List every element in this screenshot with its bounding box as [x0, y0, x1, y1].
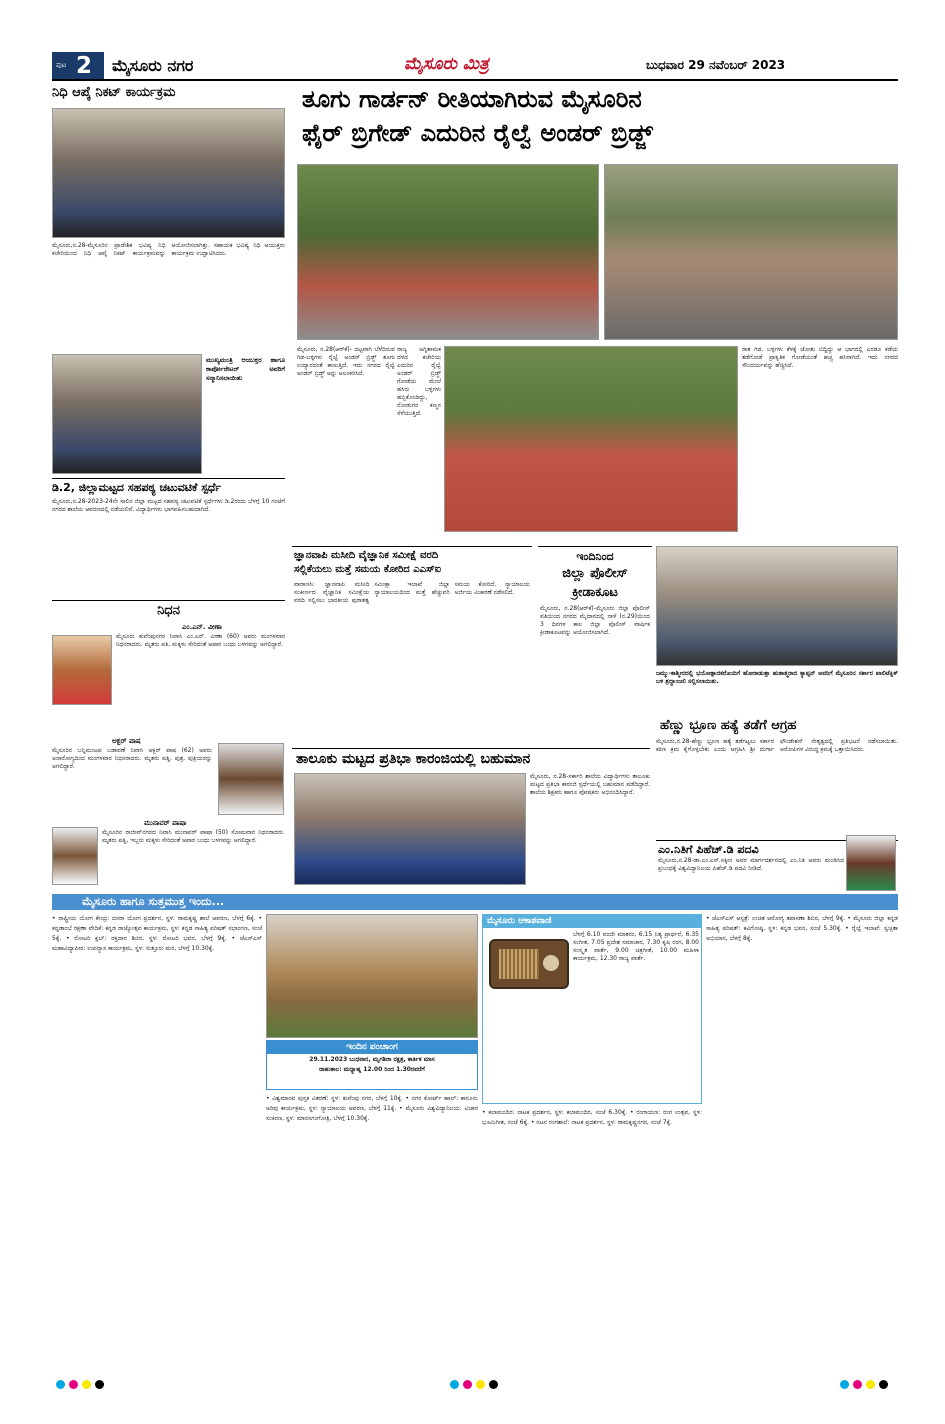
palace-image — [266, 914, 478, 1038]
gyanvapi-headline-2: ಸಲ್ಲಿಕೆಯಲು ಮತ್ತೆ ಸಮಯ ಕೋರಿದ ಎಎಸ್‌ಐ — [294, 564, 442, 575]
bridge-photo-left — [297, 164, 599, 340]
today-col2: • ವಿಶ್ವಮಾನವ ಪುಸ್ತಕ ವಿತರಣೆ: ಸ್ಥಳ: ಕುವೆಂಪು ನಗರ, ಬೆಳಗ್ಗೆ 10ಕ್ಕೆ. • ನಗರ ಕೋರ್ಟ್ ಹಾಲ್: ಕಾನೂನು ಅರಿವು ಕಾರ್ಯಕ್ರಮ, ಸ್ಥಳ: ನ್ಯಾಯಾಲಯ ಆವರಣ, ಬೆಳಗ್ಗೆ 11ಕ್ಕೆ. • ಮೈಸೂರು ವಿಶ್ವವಿದ್ಯಾನಿಲಯ: ವಿಚಾರ ಸಂಕಿರಣ, ಸ್ಥಳ: ಮಾನಸಗಂಗೋತ್ರಿ, ಬೆಳಗ್ಗೆ 10.30ಕ್ಕೆ. — [266, 1095, 478, 1122]
main-headline-line2: ಫೈರ್ ಬ್ರಿಗೇಡ್ ಎದುರಿನ ರೈಲ್ವೆ ಅಂಡರ್ ಬ್ರಿಡ್ಜ್ — [302, 119, 653, 147]
inauguration-photo — [656, 546, 898, 666]
police-headline-1: ಇಂದಿನಿಂದ — [576, 550, 614, 563]
felicitation-photo — [52, 354, 202, 474]
main-body-col1: ಮೈಸೂರು, ನ.28(ಆರ್‌ಕೆ)- ದಟ್ಟವಾಗಿ ಬೆಳೆದಿರುವ ಗಿಡ-ಬಳ್ಳಿಗಳು ರೈಲ್ವೆ ಅಂಡರ್ ಬ್ರಿಡ್ಜ್ ತೂಗು ಉದ್ಯಾನದಂತೆ ಕಾಣುತ್ತಿದೆ. ಇದು ನಗರದ ರೈಲ್ವೆ ಅಂಡರ್ ಬ್ರಿಡ್ಜ್ ಅನ್ನು ಅಲಂಕರಿಸಿದೆ. — [297, 346, 395, 377]
foeticide-headline: ಹೆಣ್ಣು ಭ್ರೂಣ ಹತ್ಯೆ ತಡೆಗೆ ಆಗ್ರಹ — [660, 718, 797, 733]
foeticide-story — [656, 718, 898, 836]
obituary-photo-1 — [52, 635, 112, 705]
gyanvapi-headline-1: ಜ್ಞಾನವಾಪಿ ಮಸೀದಿ ವೈಜ್ಞಾನಿಕ ಸಮೀಕ್ಷೆ ವರದಿ — [294, 550, 439, 561]
police-headline-2: ಜಿಲ್ಲಾ ಪೊಲೀಸ್ — [562, 566, 628, 581]
obituary-person-2 — [52, 737, 285, 817]
nidhi-body: ಮೈಸೂರು,ನ.28-ಮೈಸೂರಿನ ಪ್ರಾದೇಶಿಕ ಭವಿಷ್ಯ ನಿಧಿ ಕಚೇರಿಯಿಂದ ನಿಧಿ ಆಪ್ಕೆ ನಿಕಟ್ ಕಾರ್ಯಕ್ರಮವನ್ನು ಆಯೋಜಿಸಲಾಗಿತ್ತು. ಸಹಾಯಕ ಭವಿಷ್ಯ ನಿಧಿ ಆಯುಕ್ತರು ಕಾರ್ಯಕ್ರಮ ಉದ್ಘಾಟಿಸಿದರು. — [52, 242, 285, 257]
obituary-name-3: ಮುನಾವರ್ ಪಾಷಾ — [144, 819, 187, 827]
phd-headline: ಎಂ.ನಿತಿಗೆ ಪಿಹೆಚ್.ಡಿ ಪದವಿ — [658, 843, 759, 856]
talent-photo — [294, 773, 526, 885]
print-registration-left — [56, 1380, 108, 1392]
page-header — [52, 52, 898, 80]
felicitation-story — [52, 354, 285, 476]
radio-body: ಬೆಳಗ್ಗೆ 6.10 ವಂದೇ ಮಾತರಂ, 6.15 ನಿತ್ಯ ಪ್ರಾರ್ಥನೆ, 6.35 ಸಂಗೀತ, 7.05 ಪ್ರದೇಶ ಸಮಾಚಾರ, 7.30 ಕೃಷಿ ರಂಗ, 8.00 ಸಂಸ್ಕೃತ ವಾರ್ತೆ, 9.00 ಚಿತ್ರಗೀತೆ, 10.00 ಮಹಿಳಾ ಕಾರ್ಯಕ್ರಮ, 12.30 ರಾಜ್ಯ ವಾರ್ತೆ. — [573, 931, 699, 962]
obituary-photo-2 — [218, 743, 284, 815]
radio-box — [482, 914, 702, 1104]
obituary-body-3: ಮೈಸೂರಿನ ರಾಜೀವ್‌ನಗರದ ನಿವಾಸಿ ಮುನಾವರ್ ಪಾಷಾ (50) ಸೋಮವಾರ ನಿಧನರಾದರು. ಮೃತರು ಪತ್ನಿ, ಇಬ್ಬರು ಮಕ್ಕಳು ಸೇರಿದಂತೆ ಅಪಾರ ಬಂಧು ಬಳಗವನ್ನು ಅಗಲಿದ್ದಾರೆ. — [102, 829, 285, 844]
obituary-name-2: ಅಕ್ಬರ್ ಪಾಷ — [112, 737, 141, 745]
panchanga-line2: ರಾಹುಕಾಲ: ಮಧ್ಯಾಹ್ನ 12.00 ರಿಂದ 1.30ರವರೆಗೆ — [319, 1066, 425, 1073]
inauguration-caption: ಜಮ್ಮು-ಕಾಶ್ಮೀರದಲ್ಲಿ ಭಯೋತ್ಪಾದಕರೊಂದಿಗೆ ಹೋರಾಡುತ್ತಾ ಹುತಾತ್ಮರಾದ ಕ್ಯಾಪ್ಟನ್ ಅವರಿಗೆ ಮೈಸೂರಿನ ಸರ್ಕಾರ ಪಾಲಿಟೆಕ್ನಿಕ್ ಬಳಿ ಶ್ರದ್ಧಾಂಜಲಿ ಸಲ್ಲಿಸಲಾಯಿತು. — [656, 670, 898, 685]
issue-date: ಬುಧವಾರ 29 ನವೆಂಬರ್ 2023 — [646, 58, 786, 72]
obituary-person-3 — [52, 819, 285, 889]
today-banner-text: ಮೈಸೂರು ಹಾಗೂ ಸುತ್ತಮುತ್ತ ಇಂದು... — [82, 895, 225, 908]
radio-icon — [489, 939, 569, 989]
group-photo — [52, 108, 285, 238]
phd-story — [656, 840, 898, 890]
main-body-col2: ರಾಜ್ಯ ಅಗ್ನಿಶಾಮಕ ದಳದ ಕಚೇರಿಯ ಎದುರಿನ ರೈಲ್ವೆ ಅಂಡರ್ ಬ್ರಿಡ್ಜ್ ಗೋಡೆಯ ಮೇಲೆ ಹಸಿರು ಬಳ್ಳಿಗಳು ಹಬ್ಬಿಕೊಂಡಿದ್ದು, ನೋಡುಗರ ಕಣ್ಮನ ಸೆಳೆಯುತ್ತಿದೆ. — [397, 346, 441, 417]
nidhi-story — [52, 82, 285, 350]
print-registration-center — [450, 1380, 502, 1392]
today-col4: • ಜೆಎಸ್‌ಎಸ್ ಆಸ್ಪತ್ರೆ: ಉಚಿತ ಆರೋಗ್ಯ ತಪಾಸಣಾ ಶಿಬಿರ, ಬೆಳಗ್ಗೆ 9ಕ್ಕೆ. • ಮೈಸೂರು ಜಿಲ್ಲಾ ಕನ್ನಡ ಸಾಹಿತ್ಯ ಪರಿಷತ್: ಕವಿಗೋಷ್ಠಿ, ಸ್ಥಳ: ಕನ್ನಡ ಭವನ, ಸಂಜೆ 5.30ಕ್ಕೆ. • ರೈಲ್ವೆ ಇಲಾಖೆ: ಸ್ವಚ್ಛತಾ ಅಭಿಯಾನ, ಬೆಳಗ್ಗೆ 8ಕ್ಕೆ. — [706, 915, 898, 942]
obituary-section — [52, 600, 285, 890]
panchanga-line1: 29.11.2023 ಬುಧವಾರ, ಮೃಗಶಿರಾ ನಕ್ಷತ್ರ, ಕಾರ್ತಿಕ ಮಾಸ — [309, 1056, 435, 1063]
talent-body: ಮೈಸೂರು, ನ.28-ಸರ್ಕಾರಿ ಶಾಲೆಯ ವಿದ್ಯಾರ್ಥಿಗಳು ತಾಲೂಕು ಮಟ್ಟದ ಪ್ರತಿಭಾ ಕಾರಂಜಿ ಸ್ಪರ್ಧೆಯಲ್ಲಿ ಬಹುಮಾನ ಪಡೆದಿದ್ದಾರೆ. ಶಾಲೆಯ ಶಿಕ್ಷಕರು ಹಾಗೂ ಪೋಷಕರು ಅಭಿನಂದಿಸಿದ್ದಾರೆ. — [530, 773, 650, 796]
page-label: ಪುಟ — [56, 61, 67, 69]
main-body-col3: ರಾತ ಗಿಡ, ಬಳ್ಳಿಗಳು ಕೆಳಕ್ಕೆ ಜೋತು ಬಿದ್ದಿದ್ದು ಆ ಭಾಗದಲ್ಲಿ ಎರಡೂ ಕಡೆಯ ತಡೆಗೋಡೆ ಪ್ರಾಕೃತಿಕ ಗೋಡೆಯಂತೆ ಹಚ್ಚ ಹಸಿರಾಗಿದೆ. ಇದು ನಗರದ ಸೌಂದರ್ಯವನ್ನು ಹೆಚ್ಚಿಸಿದೆ. — [742, 346, 898, 369]
gyanvapi-story — [292, 546, 532, 746]
gyanvapi-body: ವಾರಾಣಸಿ: ಜ್ಞಾನವಾಪಿ ಮಸೀದಿ ಸಂಕೀರ್ಣದ ವೈಜ್ಞಾನಿಕ ಸಮೀಕ್ಷೆಯ ವರದಿ ಸಲ್ಲಿಸಲು ಭಾರತೀಯ ಪುರಾತತ್ವ ಸಮೀಕ್ಷಾ ಇಲಾಖೆ ಜಿಲ್ಲಾ ನ್ಯಾಯಾಲಯದಿಂದ ಮತ್ತೆ ಹೆಚ್ಚುವರಿ ಸಮಯ ಕೋರಿದೆ. ನ್ಯಾಯಾಲಯ ಅರ್ಜಿಯ ವಿಚಾರಣೆ ನಡೆಸಲಿದೆ. — [294, 581, 530, 604]
bridge-photo-center — [444, 346, 738, 532]
police-sports-story — [538, 546, 652, 746]
talent-story — [292, 748, 650, 888]
main-headline-line1: ತೂಗು ಗಾರ್ಡನ್ ರೀತಿಯಾಗಿರುವ ಮೈಸೂರಿನ — [302, 85, 642, 113]
police-body: ಮೈಸೂರು, ನ.28(ಆರ್‌ಕೆ)-ಮೈಸೂರು ಜಿಲ್ಲಾ ಪೊಲೀಸ್ ವತಿಯಿಂದ ನಗರದ ಮೈದಾನದಲ್ಲಿ ನಾಳೆ (ನ.29)ಯಿಂದ 3 ದಿನಗಳ ಕಾಲ ಜಿಲ್ಲಾ ಪೊಲೀಸ್ ವಾರ್ಷಿಕ ಕ್ರೀಡಾಕೂಟವನ್ನು ಆಯೋಜಿಸಲಾಗಿದೆ. — [540, 605, 650, 636]
panchanga-title: ಇಂದಿನ ಪಂಚಾಂಗ — [267, 1041, 477, 1054]
today-col1: • ರಾಷ್ಟ್ರೀಯ ಯೋಗ ಕೇಂದ್ರ: ದಸರಾ ಯೋಗ ಪ್ರದರ್ಶನ, ಸ್ಥಳ: ರಾಮಕೃಷ್ಣ ಶಾಲೆ ಆವರಣ, ಬೆಳಗ್ಗೆ 6ಕ್ಕೆ. • ಕನ್ನಡಾಂಬೆ ರಕ್ಷಣಾ ವೇದಿಕೆ: ಕನ್ನಡ ರಾಜ್ಯೋತ್ಸವ ಕಾರ್ಯಕ್ರಮ, ಸ್ಥಳ: ಕನ್ನಡ ಸಾಹಿತ್ಯ ಪರಿಷತ್ ಸಭಾಂಗಣ, ಸಂಜೆ 5ಕ್ಕೆ. • ರೋಟರಿ ಕ್ಲಬ್: ರಕ್ತದಾನ ಶಿಬಿರ, ಸ್ಥಳ: ರೋಟರಿ ಭವನ, ಬೆಳಗ್ಗೆ 9ಕ್ಕೆ. • ಜೆಎಸ್‌ಎಸ್ ಮಹಾವಿದ್ಯಾಪೀಠ: ಉಪನ್ಯಾಸ ಕಾರ್ಯಕ್ರಮ, ಸ್ಥಳ: ಸುತ್ತೂರು ಮಠ, ಬೆಳಗ್ಗೆ 10.30ಕ್ಕೆ. — [52, 915, 262, 952]
today-col3: • ಕಲಾಮಂದಿರ: ನಾಟಕ ಪ್ರದರ್ಶನ, ಸ್ಥಳ: ಕಲಾಮಂದಿರ, ಸಂಜೆ 6.30ಕ್ಕೆ. • ರಂಗಾಯಣ: ರಂಗ ಉತ್ಸವ, ಸ್ಥಳ: ಭೂಮಿಗೀತ, ಸಂಜೆ 6ಕ್ಕೆ. • ನಟನ ರಂಗಶಾಲೆ: ನಾಟಕ ಪ್ರದರ್ಶನ, ಸ್ಥಳ: ರಾಮಕೃಷ್ಣನಗರ, ಸಂಜೆ 7ಕ್ಕೆ. — [482, 1109, 702, 1126]
sports-body: ಮೈಸೂರು,ನ.28-2023-24ನೇ ಸಾಲಿನ ಜಿಲ್ಲಾ ಮಟ್ಟದ ಸಹಪಠ್ಯ ಚಟುವಟಿಕೆ ಸ್ಪರ್ಧೆಗಳು ಡಿ.2ರಂದು ಬೆಳಗ್ಗೆ 10 ಗಂಟೆಗೆ ನಗರದ ಶಾಲೆಯ ಆವರಣದಲ್ಲಿ ನಡೆಯಲಿವೆ. ವಿದ್ಯಾರ್ಥಿಗಳು ಭಾಗವಹಿಸಬಹುದಾಗಿದೆ. — [52, 498, 285, 513]
talent-headline: ತಾಲೂಕು ಮಟ್ಟದ ಪ್ರತಿಭಾ ಕಾರಂಜಿಯಲ್ಲಿ ಬಹುಮಾನ — [296, 751, 531, 767]
radio-title: ಮೈಸೂರು ಆಕಾಶವಾಣಿ — [483, 915, 701, 928]
today-banner — [52, 894, 898, 910]
obituary-person-1 — [52, 621, 285, 733]
foeticide-body: ಮೈಸೂರು,ನ.28-ಹೆಣ್ಣು ಭ್ರೂಣ ಹತ್ಯೆ ತಡೆಗಟ್ಟಲು ಸರ್ಕಾರ ಕಠಿಣ ಕ್ರಮ ಕೈಗೊಳ್ಳಬೇಕು ಎಂದು ಆಗ್ರಹಿಸಿ ಶ್ರೀ ದುರ್ಗಾ ಫೌಂಡೇಶನ್ ನೇತೃತ್ವದಲ್ಲಿ ಪ್ರತಿಭಟನೆ ನಡೆಸಲಾಯಿತು. ಆರೋಪಿಗಳ ವಿರುದ್ಧ ಕ್ರಮಕ್ಕೆ ಒತ್ತಾಯಿಸಿದರು. — [656, 738, 898, 753]
obituary-body-2: ಮೈಸೂರಿನ ಬನ್ನಿಮಂಟಪ ಬಡಾವಣೆ ನಿವಾಸಿ ಅಕ್ಬರ್ ಪಾಷ (62) ಅವರು ಅನಾರೋಗ್ಯದಿಂದ ಮಂಗಳವಾರ ನಿಧನರಾದರು. ಮೃತರು ಪತ್ನಿ, ಪುತ್ರ, ಪುತ್ರಿಯರನ್ನು ಅಗಲಿದ್ದಾರೆ. — [52, 747, 212, 770]
sports-story — [52, 478, 285, 596]
obituary-body-1: ಮೈಸೂರು ಕುವೆಂಪುನಗರ ನಿವಾಸಿ ಎಂ.ಎನ್. ವೀಣಾ (60) ಅವರು ಮಂಗಳವಾರ ನಿಧನರಾದರು. ಮೃತರು ಪತಿ, ಮಕ್ಕಳು ಸೇರಿದಂತೆ ಅಪಾರ ಬಂಧು ಬಳಗವನ್ನು ಅಗಲಿದ್ದಾರೆ. — [116, 633, 285, 648]
sports-headline: ಡಿ.2, ಜಿಲ್ಲಾಮಟ್ಟದ ಸಹಪಠ್ಯ ಚಟುವಟಿಕೆ ಸ್ಪರ್ಧೆ — [52, 481, 222, 494]
bridge-photo-right — [604, 164, 898, 340]
obituary-title: ನಿಧನ — [157, 603, 180, 618]
obituary-photo-3 — [52, 827, 98, 885]
page-number-badge — [52, 52, 104, 80]
inauguration-story — [656, 546, 898, 716]
police-headline-3: ಕ್ರೀಡಾಕೂಟ — [572, 585, 618, 600]
phd-body: ಮೈಸೂರು,ನ.28-ಡಾ.ಎಂ.ಎಸ್.ಸಕ್ಕೀನ ಅವರ ಮಾರ್ಗದರ್ಶನದಲ್ಲಿ ಎಂ.ನಿತಿ ಅವರು ಮಂಡಿಸಿದ ಪ್ರಬಂಧಕ್ಕೆ ವಿಶ್ವವಿದ್ಯಾನಿಲಯ ಪಿಹೆಚ್.ಡಿ ಪದವಿ ನೀಡಿದೆ. — [658, 857, 844, 872]
section-title: ಮೈಸೂರು ನಗರ — [112, 56, 194, 75]
header-rule — [52, 79, 898, 81]
sports-top-rule — [52, 478, 285, 479]
page-number: 2 — [76, 53, 93, 79]
masthead-logo: ಮೈಸೂರು ಮಿತ್ರ — [404, 54, 489, 74]
felicitation-caption: ಮುಖ್ಯಮಂತ್ರಿ ಆಯುಕ್ತರ ಹಾಗೂ ಕಾರ್ಪೋರೇಟರ್ ಅವರಿಗೆ ಸನ್ಮಾನಿಸಲಾಯಿತು — [206, 356, 285, 382]
nidhi-headline: ನಿಧಿ ಆಪ್ಕೆ ನಿಕಟ್ ಕಾರ್ಯಕ್ರಮ — [52, 85, 176, 100]
obituary-name-1: ಎಂ.ಎನ್. ವೀಣಾ — [182, 623, 222, 631]
phd-photo — [846, 835, 896, 891]
panchanga-box — [266, 1040, 478, 1090]
main-story — [292, 82, 898, 542]
print-registration-right — [840, 1380, 892, 1392]
